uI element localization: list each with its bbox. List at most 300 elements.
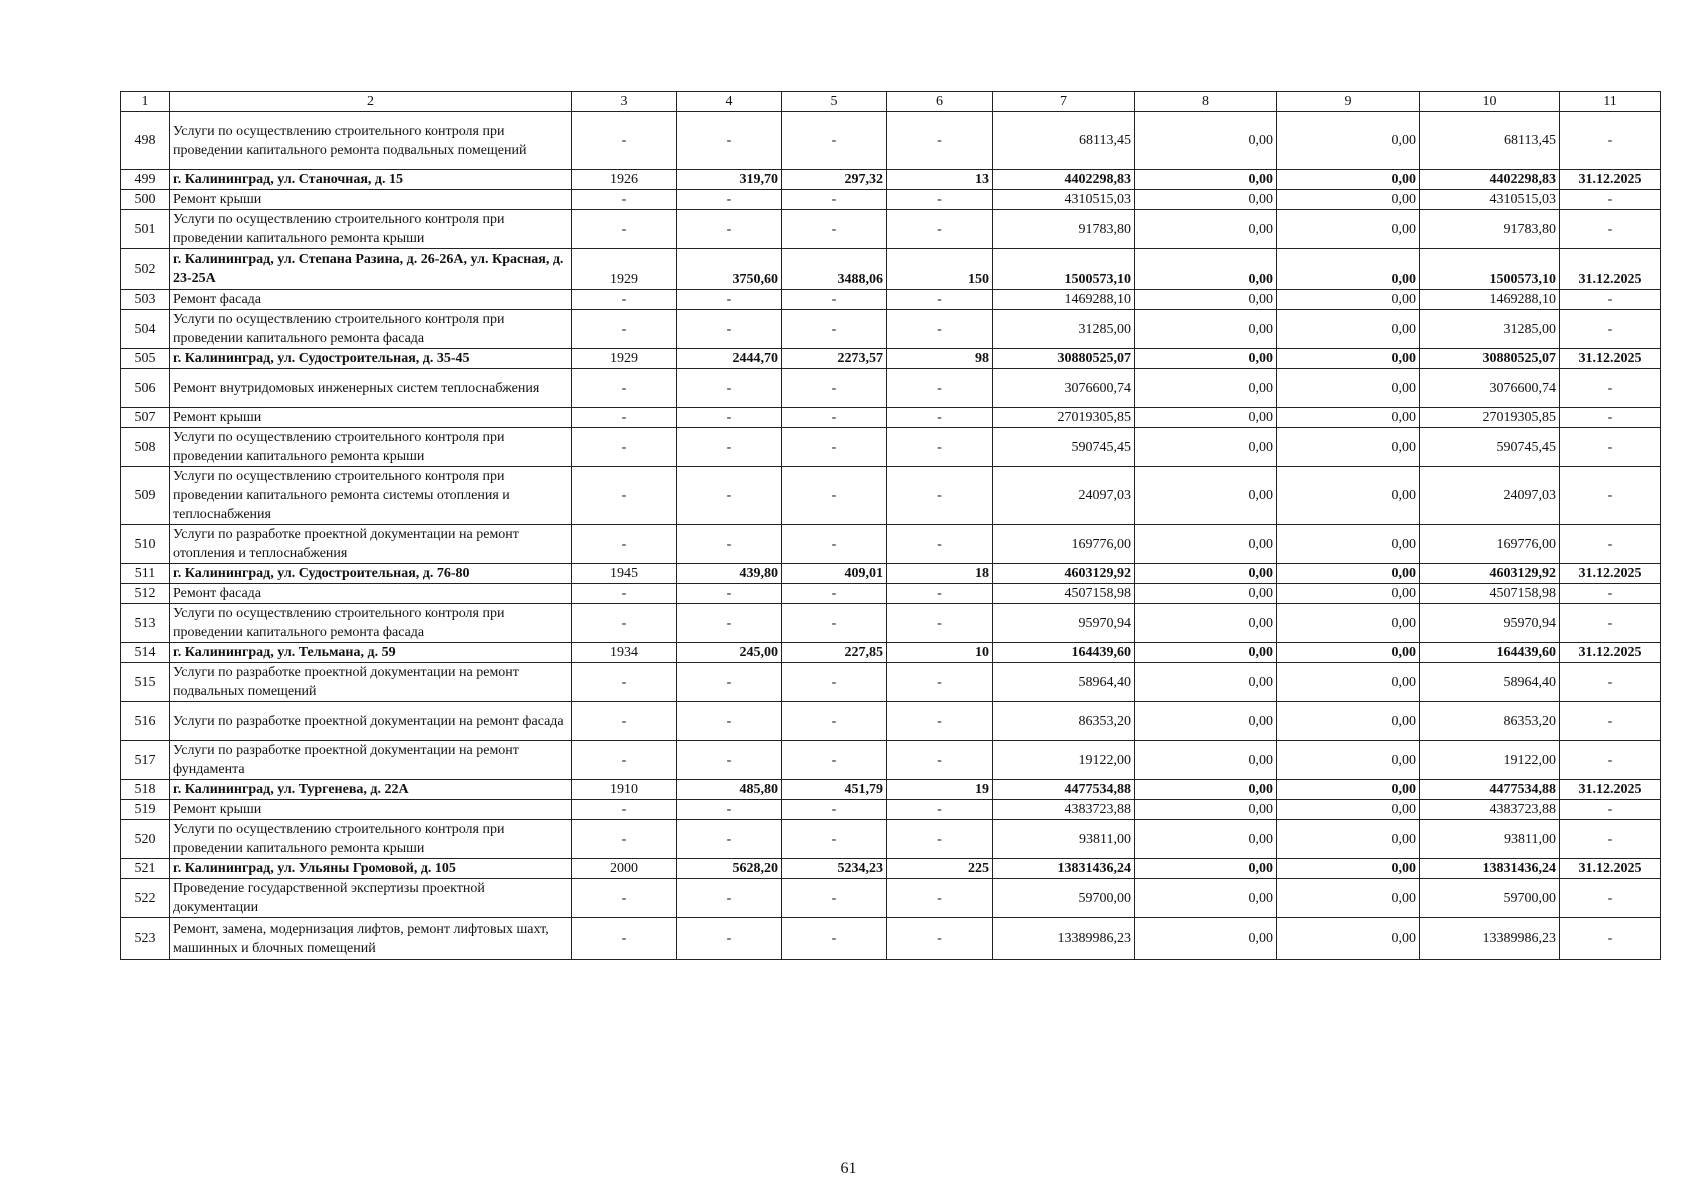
cell-col5: - bbox=[782, 918, 887, 960]
col-header-8: 8 bbox=[1135, 92, 1277, 112]
cell-year: - bbox=[572, 290, 677, 310]
cell-date: - bbox=[1560, 467, 1661, 525]
cell-date: - bbox=[1560, 290, 1661, 310]
table-row bbox=[121, 369, 1661, 408]
cell-col6: - bbox=[887, 525, 993, 564]
cell-col10: 27019305,85 bbox=[1420, 408, 1560, 428]
cell-col9: 0,00 bbox=[1277, 249, 1420, 290]
table-row bbox=[121, 525, 1661, 564]
cell-date: 31.12.2025 bbox=[1560, 564, 1661, 584]
row-number: 518 bbox=[121, 780, 170, 800]
cell-col5: - bbox=[782, 408, 887, 428]
cell-date: - bbox=[1560, 190, 1661, 210]
cell-col9: 0,00 bbox=[1277, 879, 1420, 918]
cell-col6: - bbox=[887, 879, 993, 918]
row-name: Услуги по разработке проектной документации на ремонт фундамента bbox=[170, 741, 572, 780]
cell-col5: - bbox=[782, 112, 887, 170]
cell-col8: 0,00 bbox=[1135, 800, 1277, 820]
cell-col6: 98 bbox=[887, 349, 993, 369]
cell-year: - bbox=[572, 525, 677, 564]
cell-date: - bbox=[1560, 741, 1661, 780]
cell-year: - bbox=[572, 663, 677, 702]
cell-col6: - bbox=[887, 428, 993, 467]
cell-col8: 0,00 bbox=[1135, 604, 1277, 643]
cell-col6: - bbox=[887, 584, 993, 604]
cell-col5: 297,32 bbox=[782, 170, 887, 190]
cell-col8: 0,00 bbox=[1135, 584, 1277, 604]
table-row bbox=[121, 604, 1661, 643]
cell-year: 1934 bbox=[572, 643, 677, 663]
cell-col5: - bbox=[782, 290, 887, 310]
row-name: г. Калининград, ул. Ульяны Громовой, д. 105 bbox=[170, 859, 572, 879]
row-name: г. Калининград, ул. Судостроительная, д. 35-45 bbox=[170, 349, 572, 369]
cell-col9: 0,00 bbox=[1277, 643, 1420, 663]
cell-col9: 0,00 bbox=[1277, 918, 1420, 960]
cell-col10: 164439,60 bbox=[1420, 643, 1560, 663]
cell-col7: 169776,00 bbox=[993, 525, 1135, 564]
cell-col6: - bbox=[887, 663, 993, 702]
row-name: Ремонт крыши bbox=[170, 800, 572, 820]
cell-col6: - bbox=[887, 290, 993, 310]
cell-col8: 0,00 bbox=[1135, 879, 1277, 918]
row-name: г. Калининград, ул. Станочная, д. 15 bbox=[170, 170, 572, 190]
table-row bbox=[121, 408, 1661, 428]
cell-col4: - bbox=[677, 525, 782, 564]
row-name: Ремонт, замена, модернизация лифтов, ремонт лифтовых шахт, машинных и блочных помещений bbox=[170, 918, 572, 960]
cell-col8: 0,00 bbox=[1135, 780, 1277, 800]
cell-col5: - bbox=[782, 525, 887, 564]
cell-col10: 95970,94 bbox=[1420, 604, 1560, 643]
row-number: 523 bbox=[121, 918, 170, 960]
cell-date: - bbox=[1560, 820, 1661, 859]
cell-col7: 4310515,03 bbox=[993, 190, 1135, 210]
cell-date: - bbox=[1560, 408, 1661, 428]
cell-date: 31.12.2025 bbox=[1560, 170, 1661, 190]
cell-date: - bbox=[1560, 584, 1661, 604]
cell-year: - bbox=[572, 584, 677, 604]
cell-col8: 0,00 bbox=[1135, 349, 1277, 369]
cell-col10: 86353,20 bbox=[1420, 702, 1560, 741]
cell-col6: - bbox=[887, 310, 993, 349]
cell-col5: 3488,06 bbox=[782, 249, 887, 290]
cell-col6: 19 bbox=[887, 780, 993, 800]
cell-col6: 10 bbox=[887, 643, 993, 663]
row-name: Ремонт крыши bbox=[170, 190, 572, 210]
row-number: 502 bbox=[121, 249, 170, 290]
cell-col9: 0,00 bbox=[1277, 780, 1420, 800]
row-number: 505 bbox=[121, 349, 170, 369]
cell-col4: 5628,20 bbox=[677, 859, 782, 879]
cell-year: - bbox=[572, 702, 677, 741]
row-number: 520 bbox=[121, 820, 170, 859]
cell-col8: 0,00 bbox=[1135, 643, 1277, 663]
cell-year: - bbox=[572, 800, 677, 820]
row-number: 521 bbox=[121, 859, 170, 879]
cell-col9: 0,00 bbox=[1277, 290, 1420, 310]
cell-col4: - bbox=[677, 918, 782, 960]
cell-col9: 0,00 bbox=[1277, 349, 1420, 369]
row-name: Услуги по осуществлению строительного контроля при проведении капитального ремонта фасада bbox=[170, 604, 572, 643]
cell-col5: - bbox=[782, 428, 887, 467]
cell-col7: 164439,60 bbox=[993, 643, 1135, 663]
cell-date: - bbox=[1560, 525, 1661, 564]
cell-col9: 0,00 bbox=[1277, 369, 1420, 408]
cell-col9: 0,00 bbox=[1277, 428, 1420, 467]
cell-col4: 439,80 bbox=[677, 564, 782, 584]
cell-col7: 19122,00 bbox=[993, 741, 1135, 780]
cell-col10: 91783,80 bbox=[1420, 210, 1560, 249]
cell-col9: 0,00 bbox=[1277, 800, 1420, 820]
table-row bbox=[121, 210, 1661, 249]
cell-col9: 0,00 bbox=[1277, 408, 1420, 428]
row-name: г. Калининград, ул. Тельмана, д. 59 bbox=[170, 643, 572, 663]
cell-year: - bbox=[572, 408, 677, 428]
table-row bbox=[121, 249, 1661, 290]
cell-col10: 31285,00 bbox=[1420, 310, 1560, 349]
cell-col5: 2273,57 bbox=[782, 349, 887, 369]
cell-year: - bbox=[572, 879, 677, 918]
col-header-3: 3 bbox=[572, 92, 677, 112]
cell-col4: 245,00 bbox=[677, 643, 782, 663]
cell-col7: 13831436,24 bbox=[993, 859, 1135, 879]
table-row bbox=[121, 702, 1661, 741]
row-number: 509 bbox=[121, 467, 170, 525]
cell-year: - bbox=[572, 467, 677, 525]
cell-col4: - bbox=[677, 310, 782, 349]
cell-col8: 0,00 bbox=[1135, 859, 1277, 879]
cell-col4: - bbox=[677, 820, 782, 859]
table-row bbox=[121, 800, 1661, 820]
row-name: Услуги по разработке проектной документации на ремонт подвальных помещений bbox=[170, 663, 572, 702]
cell-year: - bbox=[572, 369, 677, 408]
cell-col4: - bbox=[677, 369, 782, 408]
cell-col8: 0,00 bbox=[1135, 467, 1277, 525]
cell-col4: - bbox=[677, 584, 782, 604]
table-row bbox=[121, 170, 1661, 190]
cell-col6: - bbox=[887, 190, 993, 210]
table-row bbox=[121, 859, 1661, 879]
cell-col4: - bbox=[677, 428, 782, 467]
cell-col9: 0,00 bbox=[1277, 112, 1420, 170]
cell-col8: 0,00 bbox=[1135, 112, 1277, 170]
cell-col9: 0,00 bbox=[1277, 190, 1420, 210]
cell-col7: 4402298,83 bbox=[993, 170, 1135, 190]
cell-col6: 225 bbox=[887, 859, 993, 879]
row-name: г. Калининград, ул. Степана Разина, д. 26-26А, ул. Красная, д. 23-25А bbox=[170, 249, 572, 290]
cell-date: - bbox=[1560, 369, 1661, 408]
cell-col6: 13 bbox=[887, 170, 993, 190]
cell-col5: - bbox=[782, 800, 887, 820]
cell-col7: 91783,80 bbox=[993, 210, 1135, 249]
cell-col10: 58964,40 bbox=[1420, 663, 1560, 702]
row-name: г. Калининград, ул. Судостроительная, д. 76-80 bbox=[170, 564, 572, 584]
cell-col5: - bbox=[782, 210, 887, 249]
row-number: 512 bbox=[121, 584, 170, 604]
table-row bbox=[121, 310, 1661, 349]
cell-col5: - bbox=[782, 369, 887, 408]
row-name: Ремонт внутридомовых инженерных систем теплоснабжения bbox=[170, 369, 572, 408]
cell-col9: 0,00 bbox=[1277, 467, 1420, 525]
row-number: 506 bbox=[121, 369, 170, 408]
row-number: 515 bbox=[121, 663, 170, 702]
cell-col10: 4477534,88 bbox=[1420, 780, 1560, 800]
row-name: Услуги по осуществлению строительного контроля при проведении капитального ремонта крыши bbox=[170, 820, 572, 859]
cell-year: - bbox=[572, 210, 677, 249]
col-header-9: 9 bbox=[1277, 92, 1420, 112]
col-header-6: 6 bbox=[887, 92, 993, 112]
cell-col10: 4507158,98 bbox=[1420, 584, 1560, 604]
cell-date: - bbox=[1560, 210, 1661, 249]
cell-date: 31.12.2025 bbox=[1560, 859, 1661, 879]
cell-col10: 59700,00 bbox=[1420, 879, 1560, 918]
cell-col8: 0,00 bbox=[1135, 408, 1277, 428]
table-row bbox=[121, 820, 1661, 859]
table-row bbox=[121, 584, 1661, 604]
cell-col7: 93811,00 bbox=[993, 820, 1135, 859]
cell-col8: 0,00 bbox=[1135, 820, 1277, 859]
cell-col5: - bbox=[782, 879, 887, 918]
cell-date: - bbox=[1560, 879, 1661, 918]
col-header-7: 7 bbox=[993, 92, 1135, 112]
cell-col6: - bbox=[887, 112, 993, 170]
cell-date: - bbox=[1560, 800, 1661, 820]
cell-col8: 0,00 bbox=[1135, 564, 1277, 584]
cell-col9: 0,00 bbox=[1277, 584, 1420, 604]
row-number: 501 bbox=[121, 210, 170, 249]
cell-col4: - bbox=[677, 290, 782, 310]
cell-col4: 3750,60 bbox=[677, 249, 782, 290]
cell-col10: 3076600,74 bbox=[1420, 369, 1560, 408]
row-name: Услуги по осуществлению строительного контроля при проведении капитального ремонта крыши bbox=[170, 210, 572, 249]
cell-col5: - bbox=[782, 584, 887, 604]
col-header-4: 4 bbox=[677, 92, 782, 112]
table-row bbox=[121, 741, 1661, 780]
table-row bbox=[121, 564, 1661, 584]
cell-col9: 0,00 bbox=[1277, 702, 1420, 741]
cell-col5: - bbox=[782, 741, 887, 780]
cell-col7: 27019305,85 bbox=[993, 408, 1135, 428]
cell-col7: 68113,45 bbox=[993, 112, 1135, 170]
cell-col10: 4383723,88 bbox=[1420, 800, 1560, 820]
cell-col6: 150 bbox=[887, 249, 993, 290]
cell-date: 31.12.2025 bbox=[1560, 780, 1661, 800]
col-header-5: 5 bbox=[782, 92, 887, 112]
cell-col7: 1500573,10 bbox=[993, 249, 1135, 290]
cell-col4: - bbox=[677, 210, 782, 249]
cell-year: - bbox=[572, 190, 677, 210]
cell-date: - bbox=[1560, 428, 1661, 467]
cell-year: - bbox=[572, 112, 677, 170]
row-number: 504 bbox=[121, 310, 170, 349]
cell-col10: 590745,45 bbox=[1420, 428, 1560, 467]
table-row bbox=[121, 879, 1661, 918]
cell-col5: - bbox=[782, 310, 887, 349]
cell-col4: - bbox=[677, 467, 782, 525]
cell-col6: - bbox=[887, 918, 993, 960]
column-number-row bbox=[121, 92, 1661, 112]
cell-col4: 319,70 bbox=[677, 170, 782, 190]
cell-col8: 0,00 bbox=[1135, 310, 1277, 349]
cell-col5: - bbox=[782, 820, 887, 859]
row-number: 508 bbox=[121, 428, 170, 467]
cell-col5: - bbox=[782, 190, 887, 210]
page-number: 61 bbox=[840, 1160, 857, 1177]
cell-date: - bbox=[1560, 663, 1661, 702]
cell-col8: 0,00 bbox=[1135, 210, 1277, 249]
cell-col4: - bbox=[677, 741, 782, 780]
cell-col7: 4507158,98 bbox=[993, 584, 1135, 604]
row-name: Ремонт крыши bbox=[170, 408, 572, 428]
works-table bbox=[120, 91, 1661, 960]
table-row bbox=[121, 290, 1661, 310]
cell-year: 1910 bbox=[572, 780, 677, 800]
cell-col9: 0,00 bbox=[1277, 310, 1420, 349]
cell-col5: - bbox=[782, 663, 887, 702]
col-header-11: 11 bbox=[1560, 92, 1661, 112]
table-row bbox=[121, 918, 1661, 960]
cell-col5: 5234,23 bbox=[782, 859, 887, 879]
cell-col6: - bbox=[887, 369, 993, 408]
row-name: г. Калининград, ул. Тургенева, д. 22А bbox=[170, 780, 572, 800]
cell-col8: 0,00 bbox=[1135, 663, 1277, 702]
row-number: 500 bbox=[121, 190, 170, 210]
row-number: 498 bbox=[121, 112, 170, 170]
cell-col10: 13831436,24 bbox=[1420, 859, 1560, 879]
cell-year: - bbox=[572, 604, 677, 643]
row-number: 511 bbox=[121, 564, 170, 584]
table-body bbox=[121, 92, 1661, 960]
row-number: 513 bbox=[121, 604, 170, 643]
row-name: Ремонт фасада bbox=[170, 584, 572, 604]
cell-col7: 95970,94 bbox=[993, 604, 1135, 643]
cell-col8: 0,00 bbox=[1135, 428, 1277, 467]
cell-year: - bbox=[572, 428, 677, 467]
row-number: 503 bbox=[121, 290, 170, 310]
cell-col9: 0,00 bbox=[1277, 820, 1420, 859]
cell-col7: 4603129,92 bbox=[993, 564, 1135, 584]
cell-year: - bbox=[572, 918, 677, 960]
cell-col8: 0,00 bbox=[1135, 369, 1277, 408]
cell-col9: 0,00 bbox=[1277, 604, 1420, 643]
row-name: Услуги по осуществлению строительного контроля при проведении капитального ремонта фасада bbox=[170, 310, 572, 349]
cell-col7: 86353,20 bbox=[993, 702, 1135, 741]
row-name: Услуги по осуществлению строительного контроля при проведении капитального ремонта системы отопления и теплоснабжения bbox=[170, 467, 572, 525]
table-row bbox=[121, 643, 1661, 663]
col-header-2: 2 bbox=[170, 92, 572, 112]
cell-date: 31.12.2025 bbox=[1560, 249, 1661, 290]
row-number: 499 bbox=[121, 170, 170, 190]
row-number: 522 bbox=[121, 879, 170, 918]
cell-year: 1926 bbox=[572, 170, 677, 190]
cell-col10: 24097,03 bbox=[1420, 467, 1560, 525]
cell-year: - bbox=[572, 310, 677, 349]
cell-col6: - bbox=[887, 604, 993, 643]
cell-col10: 1469288,10 bbox=[1420, 290, 1560, 310]
cell-col8: 0,00 bbox=[1135, 702, 1277, 741]
row-number: 519 bbox=[121, 800, 170, 820]
cell-year: 1929 bbox=[572, 249, 677, 290]
cell-col6: - bbox=[887, 741, 993, 780]
col-header-10: 10 bbox=[1420, 92, 1560, 112]
cell-col4: - bbox=[677, 879, 782, 918]
cell-year: 1929 bbox=[572, 349, 677, 369]
table-row bbox=[121, 349, 1661, 369]
cell-col6: - bbox=[887, 210, 993, 249]
table-row bbox=[121, 780, 1661, 800]
cell-col9: 0,00 bbox=[1277, 564, 1420, 584]
cell-col4: - bbox=[677, 663, 782, 702]
cell-col10: 1500573,10 bbox=[1420, 249, 1560, 290]
cell-col7: 13389986,23 bbox=[993, 918, 1135, 960]
cell-col10: 30880525,07 bbox=[1420, 349, 1560, 369]
cell-col8: 0,00 bbox=[1135, 741, 1277, 780]
row-number: 510 bbox=[121, 525, 170, 564]
cell-col8: 0,00 bbox=[1135, 918, 1277, 960]
cell-col10: 4402298,83 bbox=[1420, 170, 1560, 190]
cell-col7: 58964,40 bbox=[993, 663, 1135, 702]
cell-col7: 4477534,88 bbox=[993, 780, 1135, 800]
cell-col5: - bbox=[782, 702, 887, 741]
cell-col7: 4383723,88 bbox=[993, 800, 1135, 820]
cell-col7: 1469288,10 bbox=[993, 290, 1135, 310]
row-name: Услуги по осуществлению строительного контроля при проведении капитального ремонта крыши bbox=[170, 428, 572, 467]
row-name: Услуги по разработке проектной документации на ремонт отопления и теплоснабжения bbox=[170, 525, 572, 564]
cell-date: 31.12.2025 bbox=[1560, 349, 1661, 369]
cell-col8: 0,00 bbox=[1135, 170, 1277, 190]
cell-col9: 0,00 bbox=[1277, 210, 1420, 249]
cell-col5: 227,85 bbox=[782, 643, 887, 663]
cell-year: 1945 bbox=[572, 564, 677, 584]
row-number: 516 bbox=[121, 702, 170, 741]
cell-date: - bbox=[1560, 310, 1661, 349]
cell-col6: 18 bbox=[887, 564, 993, 584]
cell-col4: - bbox=[677, 190, 782, 210]
cell-col9: 0,00 bbox=[1277, 663, 1420, 702]
cell-col6: - bbox=[887, 408, 993, 428]
cell-col4: 2444,70 bbox=[677, 349, 782, 369]
table-row bbox=[121, 467, 1661, 525]
cell-col9: 0,00 bbox=[1277, 525, 1420, 564]
cell-col8: 0,00 bbox=[1135, 525, 1277, 564]
table-row bbox=[121, 663, 1661, 702]
cell-col8: 0,00 bbox=[1135, 190, 1277, 210]
cell-col4: - bbox=[677, 604, 782, 643]
row-number: 517 bbox=[121, 741, 170, 780]
cell-col5: 409,01 bbox=[782, 564, 887, 584]
cell-col7: 30880525,07 bbox=[993, 349, 1135, 369]
row-number: 514 bbox=[121, 643, 170, 663]
cell-col6: - bbox=[887, 467, 993, 525]
cell-col5: - bbox=[782, 604, 887, 643]
table-row bbox=[121, 428, 1661, 467]
cell-col10: 13389986,23 bbox=[1420, 918, 1560, 960]
cell-col7: 24097,03 bbox=[993, 467, 1135, 525]
cell-col4: 485,80 bbox=[677, 780, 782, 800]
cell-col7: 3076600,74 bbox=[993, 369, 1135, 408]
cell-col9: 0,00 bbox=[1277, 741, 1420, 780]
col-header-1: 1 bbox=[121, 92, 170, 112]
row-number: 507 bbox=[121, 408, 170, 428]
cell-date: - bbox=[1560, 918, 1661, 960]
cell-col6: - bbox=[887, 800, 993, 820]
cell-col4: - bbox=[677, 112, 782, 170]
cell-col8: 0,00 bbox=[1135, 249, 1277, 290]
cell-col9: 0,00 bbox=[1277, 170, 1420, 190]
table-row bbox=[121, 112, 1661, 170]
cell-year: - bbox=[572, 820, 677, 859]
table-row bbox=[121, 190, 1661, 210]
cell-col4: - bbox=[677, 800, 782, 820]
